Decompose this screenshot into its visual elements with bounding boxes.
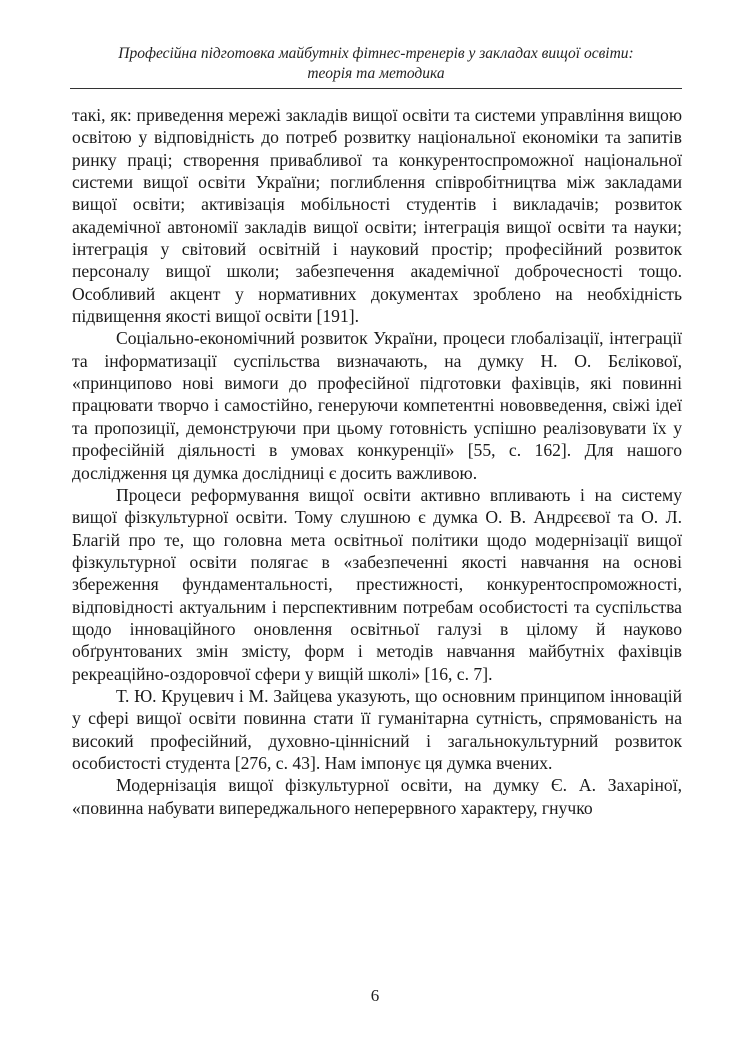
paragraph: Модернізація вищої фізкультурної освіти, на думку Є. А. Захаріної, «повинна набувати випереджального неперервного характеру, гнучко: [72, 775, 682, 818]
running-header: [70, 44, 682, 84]
paragraph: Т. Ю. Круцевич і М. Зайцева указують, що основним принципом інновацій у сфері вищої освіти повинна стати її гуманітарна сутність, спрямованість на високий професійний, духовно-ціннісний і загальнокультурний розвиток особистості студента [276, с. 43]. Нам імпонує ця думка вчених.: [72, 685, 682, 773]
paragraph-continuation: такі, як: приведення мережі закладів вищої освіти та системи управління вищою освітою у відповідність до потреб розвитку національної економіки та запитів ринку праці; створення привабливої та конкурентоспроможної національної системи вищої освіти України; поглиблення співробітництва між закладами вищої освіти; активізація мобільності студентів і викладачів; розвиток академічної автономії закладів вищої освіти; інтеграція вищої освіти та науки; інтеграція у світовий освітній і науковий простір; професійний розвиток персоналу вищої школи; забезпечення академічної доброчесності тощо. Особливий акцент у нормативних документах зроблено на необхідність підвищення якості вищої освіти [191].: [72, 105, 682, 327]
paragraph: Соціально-економічний розвиток України, процеси глобалізації, інтеграції та інформатизації суспільства визначають, на думку Н. О. Бєлікової, «принципово нові вимоги до професійної підготовки фахівців, які повинні працювати творчо і самостійно, генеруючи компетентні нововведення, свіжі ідеї та пропозиції, демонструючи при цьому готовність успішно реалізовувати їх у професійній діяльності в умовах конкуренції» [55, с. 162]. Для нашого дослідження ця думка дослідниці є досить важливою.: [72, 328, 682, 483]
body-text: [72, 104, 682, 819]
running-header-line2: теорія та методика: [307, 65, 445, 82]
page-number: 6: [370, 986, 380, 1005]
paragraph: Процеси реформування вищої освіти активно впливають і на систему вищої фізкультурної освіти. Тому слушною є думка О. В. Андрєєвої та О. Л. Благій про те, що головна мета освітньої політики щодо модернізації вищої фізкультурної освіти полягає в «забезпеченні якості навчання на основі збереження фундаментальності, престижності, конкурентоспроможності, відповідності актуальним і перспективним потребам особистості та суспільства щодо інноваційного оновлення освітньої галузі в цілому й науково обґрунтованих змін змісту, форм і методів навчання майбутніх фахівців рекреаційно-оздоровчої сфери у вищій школі» [16, с. 7].: [72, 484, 682, 684]
header-divider: [70, 88, 682, 89]
running-header-line1: Професійна підготовка майбутніх фітнес-тренерів у закладах вищої освіти:: [118, 45, 634, 62]
